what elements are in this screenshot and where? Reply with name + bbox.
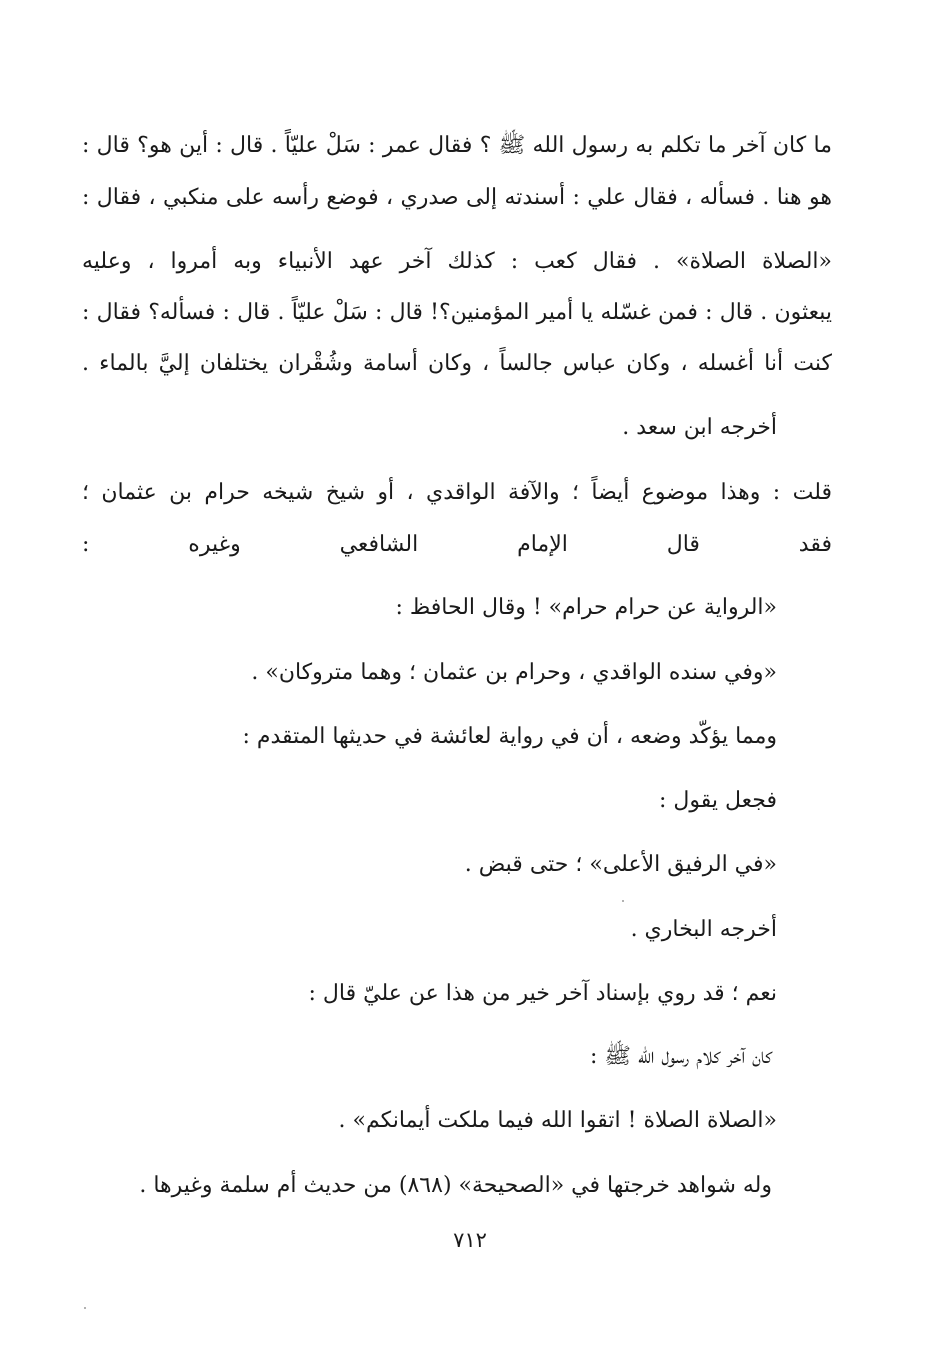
text-line-16: كان آخر كلام رسول الله ﷺ : xyxy=(589,1044,772,1069)
text-line-9: «الرواية عن حرام حرام» ! وقال الحافظ : xyxy=(395,595,777,620)
text-line-1: ما كان آخر ما تكلم به رسول الله ﷺ ؟ فقال عمر : سَلْ عليّاً . قال : أين هو؟ قال : xyxy=(82,133,832,158)
text-line-13: «في الرفيق الأعلى» ؛ حتى قبض . xyxy=(464,852,777,877)
text-line-11: ومما يؤكّد وضعه ، أن في رواية لعائشة في حديثها المتقدم : xyxy=(242,724,777,749)
scan-speck xyxy=(622,900,624,902)
text-line-8: فقد قال الإمام الشافعي وغيره : xyxy=(82,532,832,557)
text-line-7: قلت : وهذا موضوع أيضاً ؛ والآفة الواقدي ، أو شيخ شيخه حرام بن عثمان ؛ xyxy=(82,480,832,505)
page-number: ٧١٢ xyxy=(453,1228,487,1252)
text-line-12: فجعل يقول : xyxy=(659,788,777,813)
text-line-14: أخرجه البخاري . xyxy=(630,917,777,942)
text-line-2: هو هنا . فسأله ، فقال علي : أسندته إلى صدري ، فوضع رأسه على منكبي ، فقال : xyxy=(82,185,832,210)
text-line-6: أخرجه ابن سعد . xyxy=(622,415,777,440)
text-line-17: «الصلاة الصلاة ! اتقوا الله فيما ملكت أيمانكم» . xyxy=(338,1108,777,1133)
text-line-15: نعم ؛ قد روي بإسناد آخر خير من هذا عن عليّ قال : xyxy=(308,981,777,1006)
text-line-5: كنت أنا أغسله ، وكان عباس جالساً ، وكان أسامة وشُقْران يختلفان إليَّ بالماء . xyxy=(82,351,832,376)
text-line-3: «الصلاة الصلاة» . فقال كعب : كذلك آخر عهد الأنبياء وبه أمروا ، وعليه xyxy=(82,249,832,274)
text-line-10: «وفي سنده الواقدي ، وحرام بن عثمان ؛ وهما متروكان» . xyxy=(251,660,777,685)
text-line-4: يبعثون . قال : فمن غسّله يا أمير المؤمنين؟! قال : سَلْ عليّاً . قال : فسأله؟ فقال : xyxy=(82,300,832,325)
scan-speck xyxy=(84,1307,86,1309)
text-line-18: وله شواهد خرجتها في «الصحيحة» (٨٦٨) من حديث أم سلمة وغيرها . xyxy=(139,1173,772,1198)
